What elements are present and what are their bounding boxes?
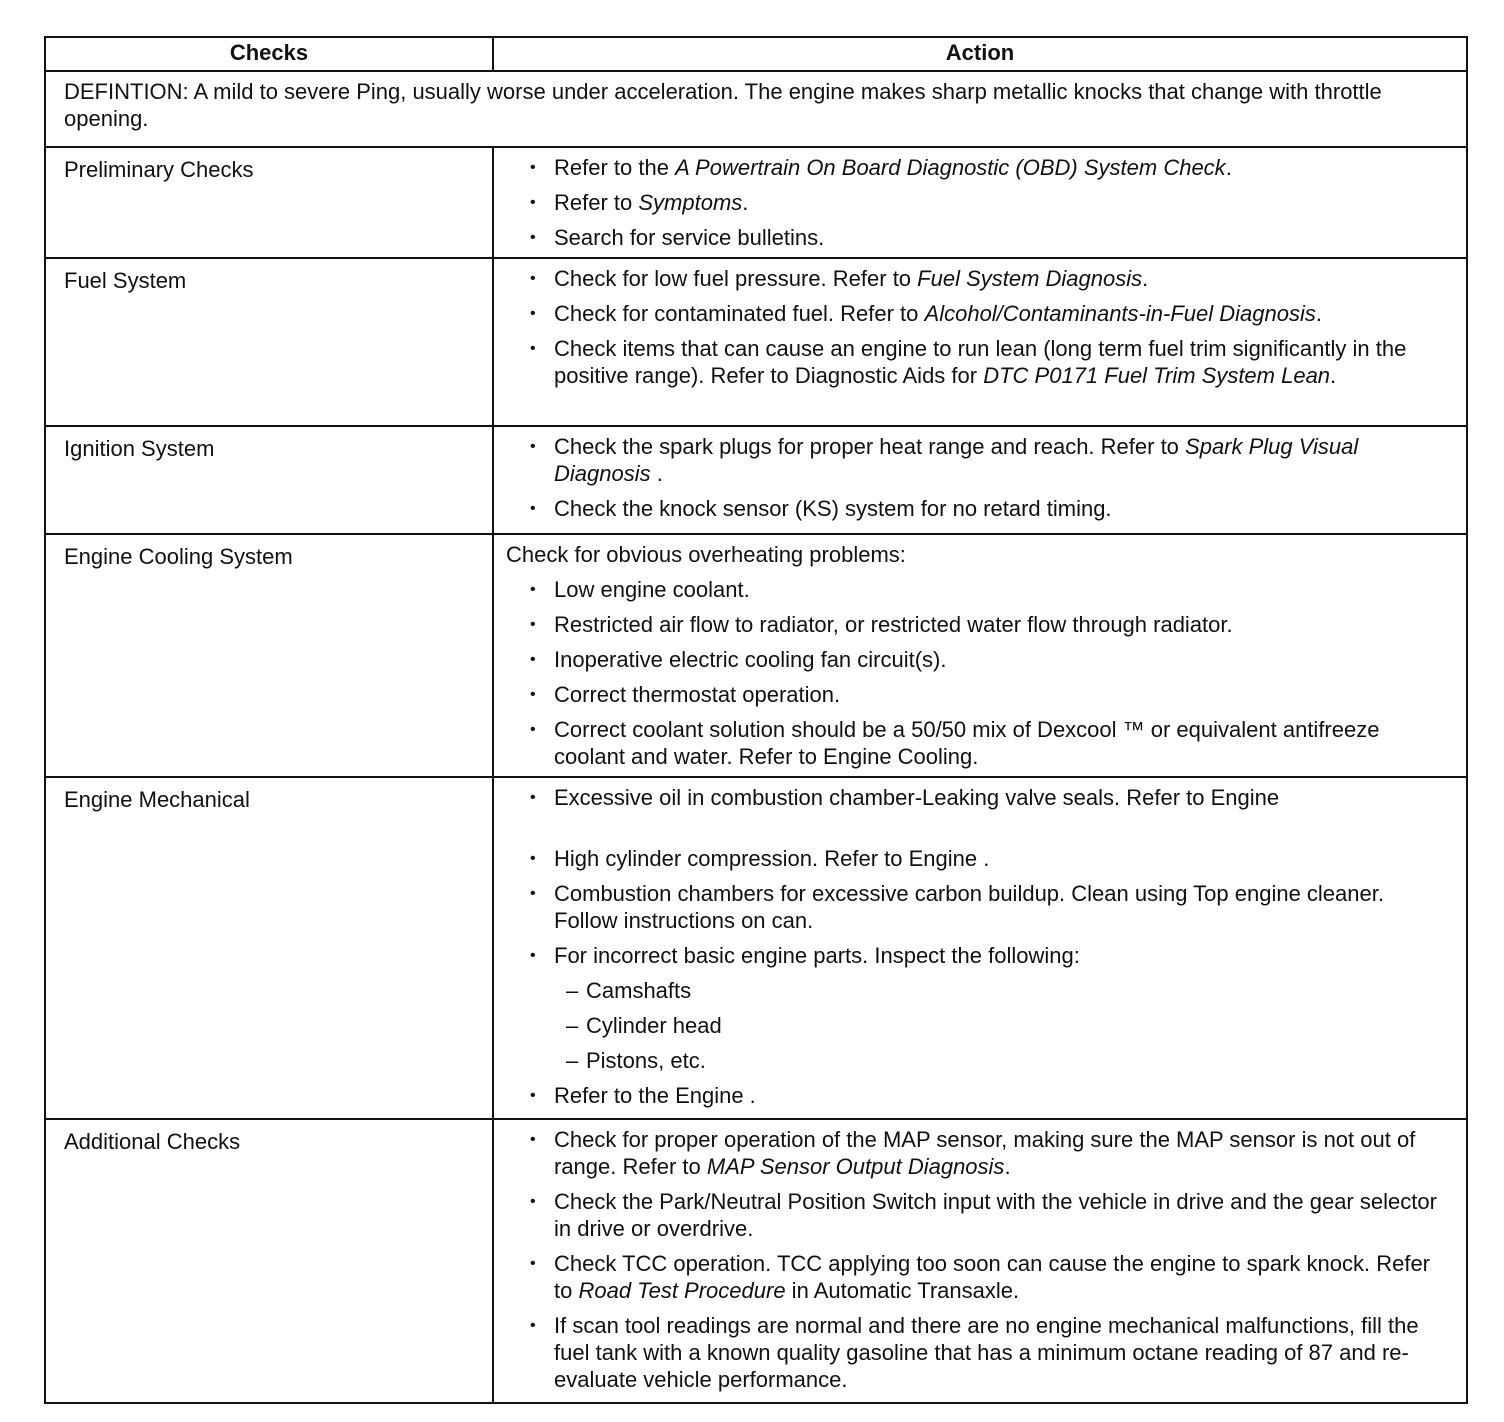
list-item: • High cylinder compression. Refer to Engine .: [506, 845, 1452, 872]
definition-text: DEFINTION: A mild to severe Ping, usually worse under acceleration. The engine makes sharp metallic knocks that change with throttle opening.: [45, 71, 1467, 147]
list-item: • If scan tool readings are normal and there are no engine mechanical malfunctions, fill the fuel tank with a known quality gasoline that has a minimum octane reading of 87 and re-evaluate vehicle performance.: [506, 1312, 1452, 1393]
list-item: • Inoperative electric cooling fan circuit(s).: [506, 646, 1452, 673]
action-ignition-system: [493, 426, 1467, 534]
definition-row: [45, 71, 1467, 147]
table-header-row: [45, 37, 1467, 71]
list-item: • Refer to the Engine .: [506, 1082, 1452, 1109]
diagnostic-table: [44, 36, 1468, 1404]
list-item: • Check the knock sensor (KS) system for no retard timing.: [506, 495, 1452, 522]
list-item: • Check for contaminated fuel. Refer to Alcohol/Contaminants-in-Fuel Diagnosis.: [506, 300, 1452, 327]
list-item: • Refer to the A Powertrain On Board Diagnostic (OBD) System Check.: [506, 154, 1452, 181]
check-additional: Additional Checks: [45, 1119, 493, 1403]
check-ignition-system: Ignition System: [45, 426, 493, 534]
list-item: • Check for low fuel pressure. Refer to Fuel System Diagnosis.: [506, 265, 1452, 292]
action-engine-mechanical: [493, 777, 1467, 1119]
table-row: [45, 1119, 1467, 1403]
header-action: Action: [493, 37, 1467, 71]
cooling-lead-text: Check for obvious overheating problems:: [506, 542, 906, 567]
list-item: • Check the Park/Neutral Position Switch input with the vehicle in drive and the gear selector in drive or overdrive.: [506, 1188, 1452, 1242]
sub-list-item: – Cylinder head: [554, 1012, 1452, 1039]
table-row: [45, 426, 1467, 534]
table-row: [45, 147, 1467, 258]
table-row: [45, 534, 1467, 777]
list-item: • Check items that can cause an engine to run lean (long term fuel trim significantly in the positive range). Refer to Diagnostic Aids for DTC P0171 Fuel Trim System Lean.: [506, 335, 1452, 389]
list-item: • Excessive oil in combustion chamber-Leaking valve seals. Refer to Engine: [506, 784, 1452, 811]
sub-list-item: – Camshafts: [554, 977, 1452, 1004]
check-engine-cooling: Engine Cooling System: [45, 534, 493, 777]
list-item: • Combustion chambers for excessive carbon buildup. Clean using Top engine cleaner. Follow instructions on can.: [506, 880, 1452, 934]
list-item: • Check for proper operation of the MAP sensor, making sure the MAP sensor is not out of range. Refer to MAP Sensor Output Diagnosis.: [506, 1126, 1452, 1180]
check-fuel-system: Fuel System: [45, 258, 493, 426]
action-additional: [493, 1119, 1467, 1403]
table-row: [45, 258, 1467, 426]
action-preliminary: [493, 147, 1467, 258]
list-item: • For incorrect basic engine parts. Inspect the following: – Camshafts – Cylinder head – Pistons, etc.: [506, 942, 1452, 1074]
list-item: • Low engine coolant.: [506, 576, 1452, 603]
action-fuel-system: [493, 258, 1467, 426]
list-item: • Restricted air flow to radiator, or restricted water flow through radiator.: [506, 611, 1452, 638]
list-item: • Check TCC operation. TCC applying too soon can cause the engine to spark knock. Refer to Road Test Procedure in Automatic Transaxle.: [506, 1250, 1452, 1304]
list-item: • Correct coolant solution should be a 50/50 mix of Dexcool ™ or equivalent antifreeze coolant and water. Refer to Engine Cooling.: [506, 716, 1452, 770]
check-preliminary: Preliminary Checks: [45, 147, 493, 258]
list-item: • Check the spark plugs for proper heat range and reach. Refer to Spark Plug Visual Diagnosis .: [506, 433, 1452, 487]
list-item: • Search for service bulletins.: [506, 224, 1452, 251]
list-item: • Refer to Symptoms.: [506, 189, 1452, 216]
sub-list-item: – Pistons, etc.: [554, 1047, 1452, 1074]
action-engine-cooling: [493, 534, 1467, 777]
header-checks: Checks: [45, 37, 493, 71]
check-engine-mechanical: Engine Mechanical: [45, 777, 493, 1119]
table-row: [45, 777, 1467, 1119]
list-item: • Correct thermostat operation.: [506, 681, 1452, 708]
